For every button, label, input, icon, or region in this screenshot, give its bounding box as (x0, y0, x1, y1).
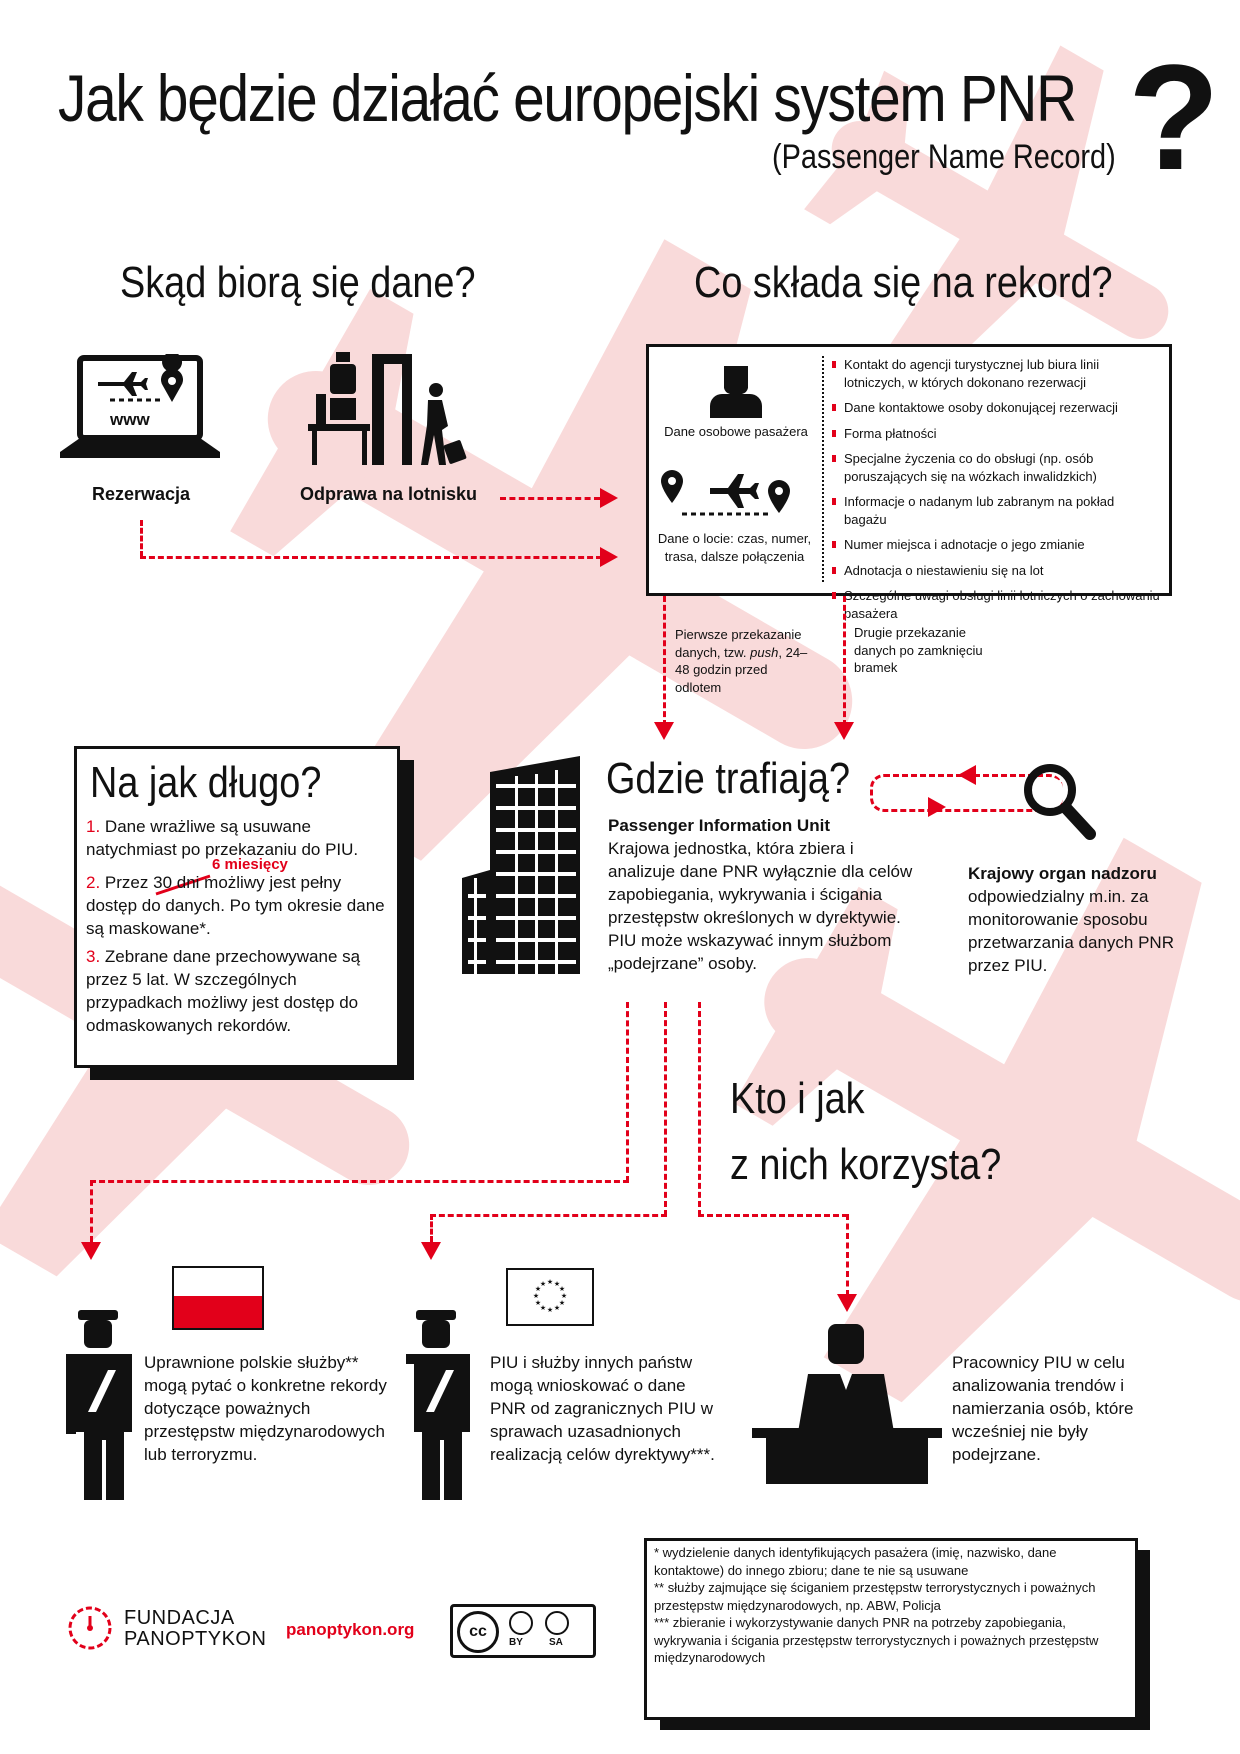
record-item: Informacje o nadanym lub zabranym na pokład bagażu (830, 493, 1160, 528)
duration-heading: Na jak długo? (90, 758, 322, 807)
supervisor-arrow-right (928, 797, 946, 817)
laptop-www: www (110, 410, 150, 429)
record-item: Szczególne uwagi obsługi linii lotniczych o zachowaniu pasażera (830, 587, 1160, 622)
record-item: Specjalne życzenia co do obsługi (np. osób poruszających się na wózkach inwalidzkich) (830, 450, 1160, 485)
svg-text:★: ★ (546, 1307, 554, 1314)
polish-services-text: Uprawnione polskie służby** mogą pytać o konkretne rekordy dotyczące poważnych przestępstw międzynarodowych lub terroryzmu. (144, 1353, 387, 1464)
piu-description: Krajowa jednostka, która zbiera i analizuje dane PNR wyłącznie dla celów zapobiegania, wykrywania i ścigania przestępstw określonych w dyrektywie. PIU może wskazywać innym służbom „podejrzane” osoby. (608, 839, 913, 973)
record-item: Forma płatności (830, 425, 1160, 443)
panoptykon-logo-icon (64, 1600, 116, 1652)
duration-correction: 6 miesięcy (212, 856, 288, 873)
eu-flag-icon (506, 1268, 594, 1326)
second-transfer-arrow (834, 722, 854, 740)
laptop-icon (60, 354, 220, 464)
branch-line-left-down (90, 1180, 93, 1242)
booking-label: Rezerwacja (92, 484, 191, 504)
sa-icon (545, 1611, 569, 1635)
duration-item-2: 2. Przez 30 dni możliwy jest pełny dostęp do danych. Po tym okresie dane są maskowane*. (86, 873, 385, 938)
flight-data-label: Dane o locie: czas, numer, trasa, dalsze połączenia (657, 531, 812, 564)
checkin-arrow-line (500, 497, 600, 500)
svg-text:★: ★ (553, 1281, 561, 1288)
second-transfer-text: Drugie przekazanie danych po zamknięciu bramek (854, 625, 983, 676)
cc-icon: cc (457, 1611, 499, 1653)
branch-line-right-h (698, 1214, 848, 1217)
duration-item-1: 1. Dane wrażliwe są usuwane natychmiast po przekazaniu do PIU. (86, 817, 359, 859)
flight-route-icon (660, 470, 795, 522)
branch-line-left-h (90, 1180, 629, 1183)
branch-line-middle (664, 1002, 667, 1216)
svg-text:★: ★ (534, 1286, 542, 1293)
supervisor-description: odpowiedzialny m.in. za monitorowanie sposobu przetwarzania danych PNR przez PIU. (968, 887, 1174, 975)
record-item: Adnotacja o niestawieniu się na lot (830, 562, 1160, 580)
supervisor-title: Krajowy organ nadzoru (968, 864, 1157, 883)
footnote-1: * wydzielenie danych identyfikujących pasażera (imię, nazwisko, dane kontaktowe) do innego zbioru; dane te nie są usuwane (654, 1545, 1057, 1578)
svg-text:★: ★ (558, 1286, 566, 1293)
sa-label: SA (549, 1637, 563, 1648)
second-transfer-line (843, 596, 846, 726)
first-transfer-line (663, 596, 666, 726)
foreign-services-text: PIU i służby innych państw mogą wnioskować o dane PNR od zagranicznych PIU w sprawach uzasadnionych realizacją celów dyrektywy***. (490, 1353, 715, 1464)
record-divider (822, 356, 824, 582)
record-items-list (830, 356, 1160, 631)
sources-heading: Skąd biorą się dane? (120, 258, 476, 307)
checkin-arrow-head (600, 488, 618, 508)
branch-line-middle-h (430, 1214, 667, 1217)
svg-text:★: ★ (534, 1300, 542, 1307)
personal-data-label: Dane osobowe pasażera (664, 424, 808, 439)
officer-icon (402, 1310, 474, 1500)
record-item: Kontakt do agencji turystycznej lub biura linii lotniczych, w których dokonano rezerwacji (830, 356, 1160, 391)
branch-arrow-right (837, 1294, 857, 1312)
svg-text:★: ★ (539, 1281, 547, 1288)
branch-line-left (626, 1002, 629, 1182)
destination-heading: Gdzie trafiają? (606, 754, 850, 803)
polish-flag-icon (172, 1266, 264, 1330)
svg-text:★: ★ (553, 1305, 561, 1312)
branch-line-right (698, 1002, 701, 1216)
branch-line-middle-down (430, 1214, 433, 1242)
svg-text:★: ★ (546, 1279, 554, 1286)
first-transfer-text: Pierwsze przekazanie danych, tzw. push, 24–48 godzin przed odlotem (675, 627, 808, 695)
booking-arrow-line-h (140, 556, 602, 559)
users-heading-line2: z nich korzysta? (730, 1140, 1002, 1189)
person-bust-icon (708, 362, 764, 418)
footnotes (654, 1544, 1128, 1667)
magnifier-icon (1022, 762, 1098, 842)
checkin-label: Odprawa na lotnisku (300, 484, 478, 504)
booking-arrow-line-v (140, 520, 143, 557)
booking-arrow-head (600, 547, 618, 567)
website-link[interactable]: panoptykon.org (286, 1620, 415, 1639)
officer-icon (64, 1310, 136, 1500)
branch-arrow-left (81, 1242, 101, 1260)
page-subtitle: (Passenger Name Record) (772, 138, 1116, 176)
svg-text:★: ★ (560, 1293, 568, 1300)
svg-text:★: ★ (539, 1305, 547, 1312)
piu-staff-text: Pracownicy PIU w celu analizowania trendów i namierzania osób, które wcześniej nie były podejrzane. (952, 1353, 1134, 1464)
first-transfer-arrow (654, 722, 674, 740)
org-name: FUNDACJA PANOPTYKON (124, 1607, 267, 1650)
users-heading-line1: Kto i jak (730, 1074, 865, 1123)
by-label: BY (509, 1637, 523, 1648)
footnote-2: ** służby zajmujące się ściganiem przestępstw terrorystycznych i poważnych przestępstw międzynarodowych, np. ABW, Policja (654, 1580, 1096, 1613)
branch-line-right-down (846, 1214, 849, 1296)
record-heading: Co składa się na rekord? (694, 258, 1113, 307)
record-item: Dane kontaktowe osoby dokonującej rezerwacji (830, 399, 1160, 417)
by-icon (509, 1611, 533, 1635)
question-mark: ? (1128, 33, 1220, 201)
branch-arrow-middle (421, 1242, 441, 1260)
supervisor-arrow-left (958, 765, 976, 785)
svg-text:★: ★ (532, 1293, 540, 1300)
office-building-icon (460, 754, 590, 974)
page-title: Jak będzie działać europejski system PNR (58, 61, 1076, 135)
record-item: Numer miejsca i adnotacje o jego zmianie (830, 536, 1160, 554)
duration-item-3: 3. Zebrane dane przechowywane są przez 5 lat. W szczególnych przypadkach możliwy jest dostęp do odmaskowanych rekordów. (86, 947, 361, 1035)
cc-license-badge (450, 1604, 596, 1658)
desk-worker-icon (752, 1324, 942, 1484)
svg-text:★: ★ (558, 1300, 566, 1307)
footnote-3: *** zbieranie i wykorzystywanie danych PNR na potrzeby zapobiegania, wykrywania i ścigania przestępstw terrorystycznych i poważnych przestępstw międzynarodowych (654, 1615, 1099, 1666)
airport-checkin-icon (308, 350, 468, 465)
piu-title: Passenger Information Unit (608, 816, 830, 835)
